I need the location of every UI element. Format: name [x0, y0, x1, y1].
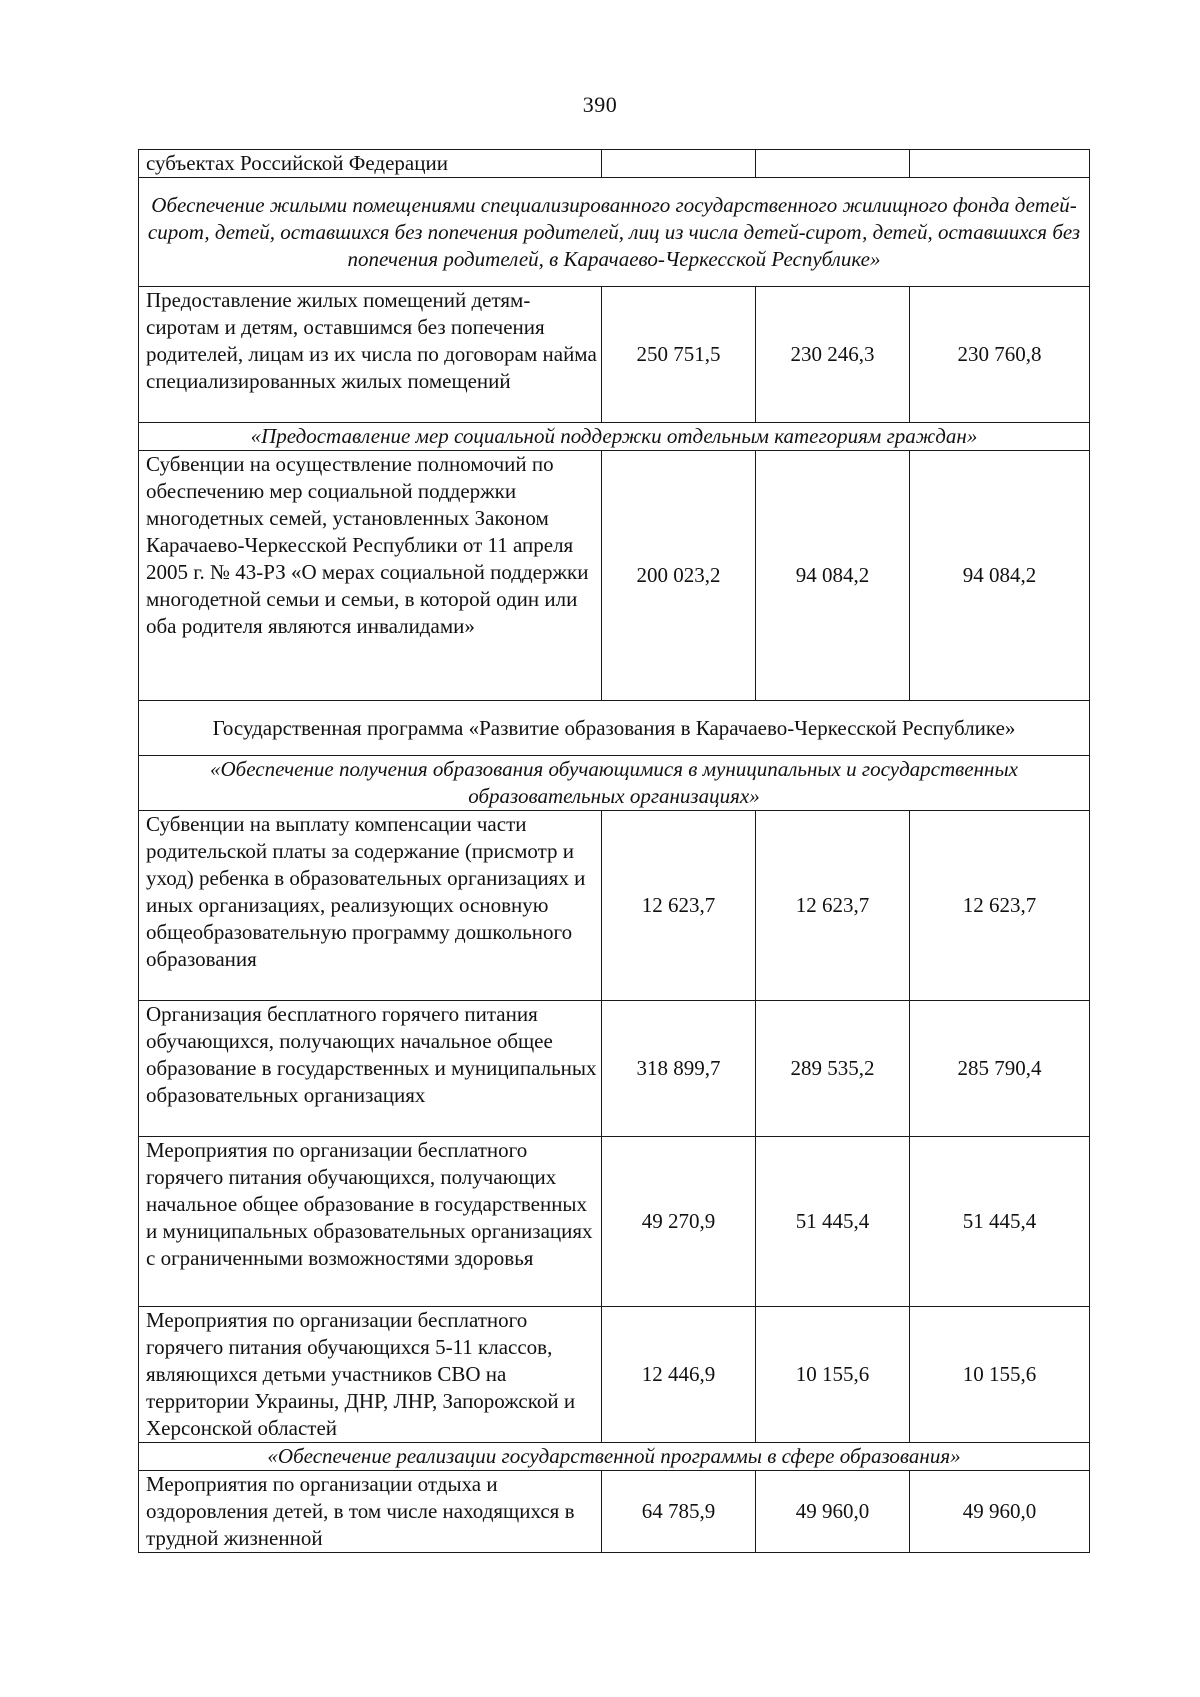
- value-cell: 12 623,7: [910, 811, 1090, 1001]
- value-cell: 64 785,9: [602, 1471, 756, 1553]
- value-cell: 51 445,4: [910, 1137, 1090, 1307]
- value-cell: 230 760,8: [910, 287, 1090, 423]
- row-label: Организация бесплатного горячего питания обучающихся, получающих начальное общее образование в государственных и муниципальных образовательных организациях: [139, 1001, 602, 1137]
- page-number: 390: [582, 92, 618, 117]
- table-row: [139, 451, 1090, 701]
- program-header-row: [139, 701, 1090, 756]
- row-label: Предоставление жилых помещений детям-сиротам и детям, оставшимся без попечения родителей, лицам из их числа по договорам найма специализированных жилых помещений: [139, 287, 602, 423]
- section-header-row: [139, 178, 1090, 287]
- value-cell: 285 790,4: [910, 1001, 1090, 1137]
- value-cell: 94 084,2: [756, 451, 910, 701]
- table-row: [139, 287, 1090, 423]
- table-row: [139, 1001, 1090, 1137]
- table-row: [139, 1137, 1090, 1307]
- value-cell: 51 445,4: [756, 1137, 910, 1307]
- row-label: Мероприятия по организации бесплатного горячего питания обучающихся, получающих начальное общее образование в государственных и муниципальных образовательных организациях с ограниченными возможностями здоровья: [139, 1137, 602, 1307]
- value-cell: 10 155,6: [910, 1307, 1090, 1443]
- table-row: [139, 1307, 1090, 1443]
- table-row: [139, 150, 1090, 178]
- value-cell: 289 535,2: [756, 1001, 910, 1137]
- row-label: Мероприятия по организации отдыха и оздоровления детей, в том числе находящихся в трудной жизненной: [139, 1471, 602, 1553]
- value-cell: 12 446,9: [602, 1307, 756, 1443]
- value-cell: 250 751,5: [602, 287, 756, 423]
- value-cell: 200 023,2: [602, 451, 756, 701]
- empty-cell: [756, 150, 910, 178]
- section-header-housing: Обеспечение жилыми помещениями специализированного государственного жилищного фонда детей-сирот, детей, оставшихся без попечения родителей, лиц из числа детей-сирот, детей, оставшихся без попечения родителей, в Карачаево-Черкесской Республике»: [139, 178, 1090, 287]
- section-header-row: [139, 1443, 1090, 1471]
- empty-cell: [602, 150, 756, 178]
- program-header-education: Государственная программа «Развитие образования в Карачаево-Черкесской Республике»: [139, 701, 1090, 756]
- value-cell: 10 155,6: [756, 1307, 910, 1443]
- table-row: [139, 811, 1090, 1001]
- row-label: субъектах Российской Федерации: [139, 150, 602, 178]
- value-cell: 94 084,2: [910, 451, 1090, 701]
- row-label: Мероприятия по организации бесплатного горячего питания обучающихся 5-11 классов, являющихся детьми участников СВО на территории Украины, ДНР, ЛНР, Запорожской и Херсонской областей: [139, 1307, 602, 1443]
- section-header-row: [139, 756, 1090, 811]
- row-label: Субвенции на осуществление полномочий по обеспечению мер социальной поддержки многодетных семей, установленных Законом Карачаево-Черкесской Республики от 11 апреля 2005 г. № 43-РЗ «О мерах социальной поддержки многодетной семьи и семьи, в которой один или оба родителя являются инвалидами»: [139, 451, 602, 701]
- value-cell: 49 960,0: [756, 1471, 910, 1553]
- value-cell: 230 246,3: [756, 287, 910, 423]
- value-cell: 12 623,7: [756, 811, 910, 1001]
- value-cell: 49 270,9: [602, 1137, 756, 1307]
- empty-cell: [910, 150, 1090, 178]
- value-cell: 12 623,7: [602, 811, 756, 1001]
- value-cell: 49 960,0: [910, 1471, 1090, 1553]
- section-header-social: «Предоставление мер социальной поддержки отдельным категориям граждан»: [139, 423, 1090, 451]
- section-header-program-implementation: «Обеспечение реализации государственной программы в сфере образования»: [139, 1443, 1090, 1471]
- section-header-row: [139, 423, 1090, 451]
- section-header-education-access: «Обеспечение получения образования обучающимися в муниципальных и государственных образовательных организациях»: [139, 756, 1090, 811]
- table-row: [139, 1471, 1090, 1553]
- row-label: Субвенции на выплату компенсации части родительской платы за содержание (присмотр и уход) ребенка в образовательных организациях и иных организациях, реализующих основную общеобразовательную программу дошкольного образования: [139, 811, 602, 1001]
- value-cell: 318 899,7: [602, 1001, 756, 1137]
- budget-table: [138, 149, 1090, 1553]
